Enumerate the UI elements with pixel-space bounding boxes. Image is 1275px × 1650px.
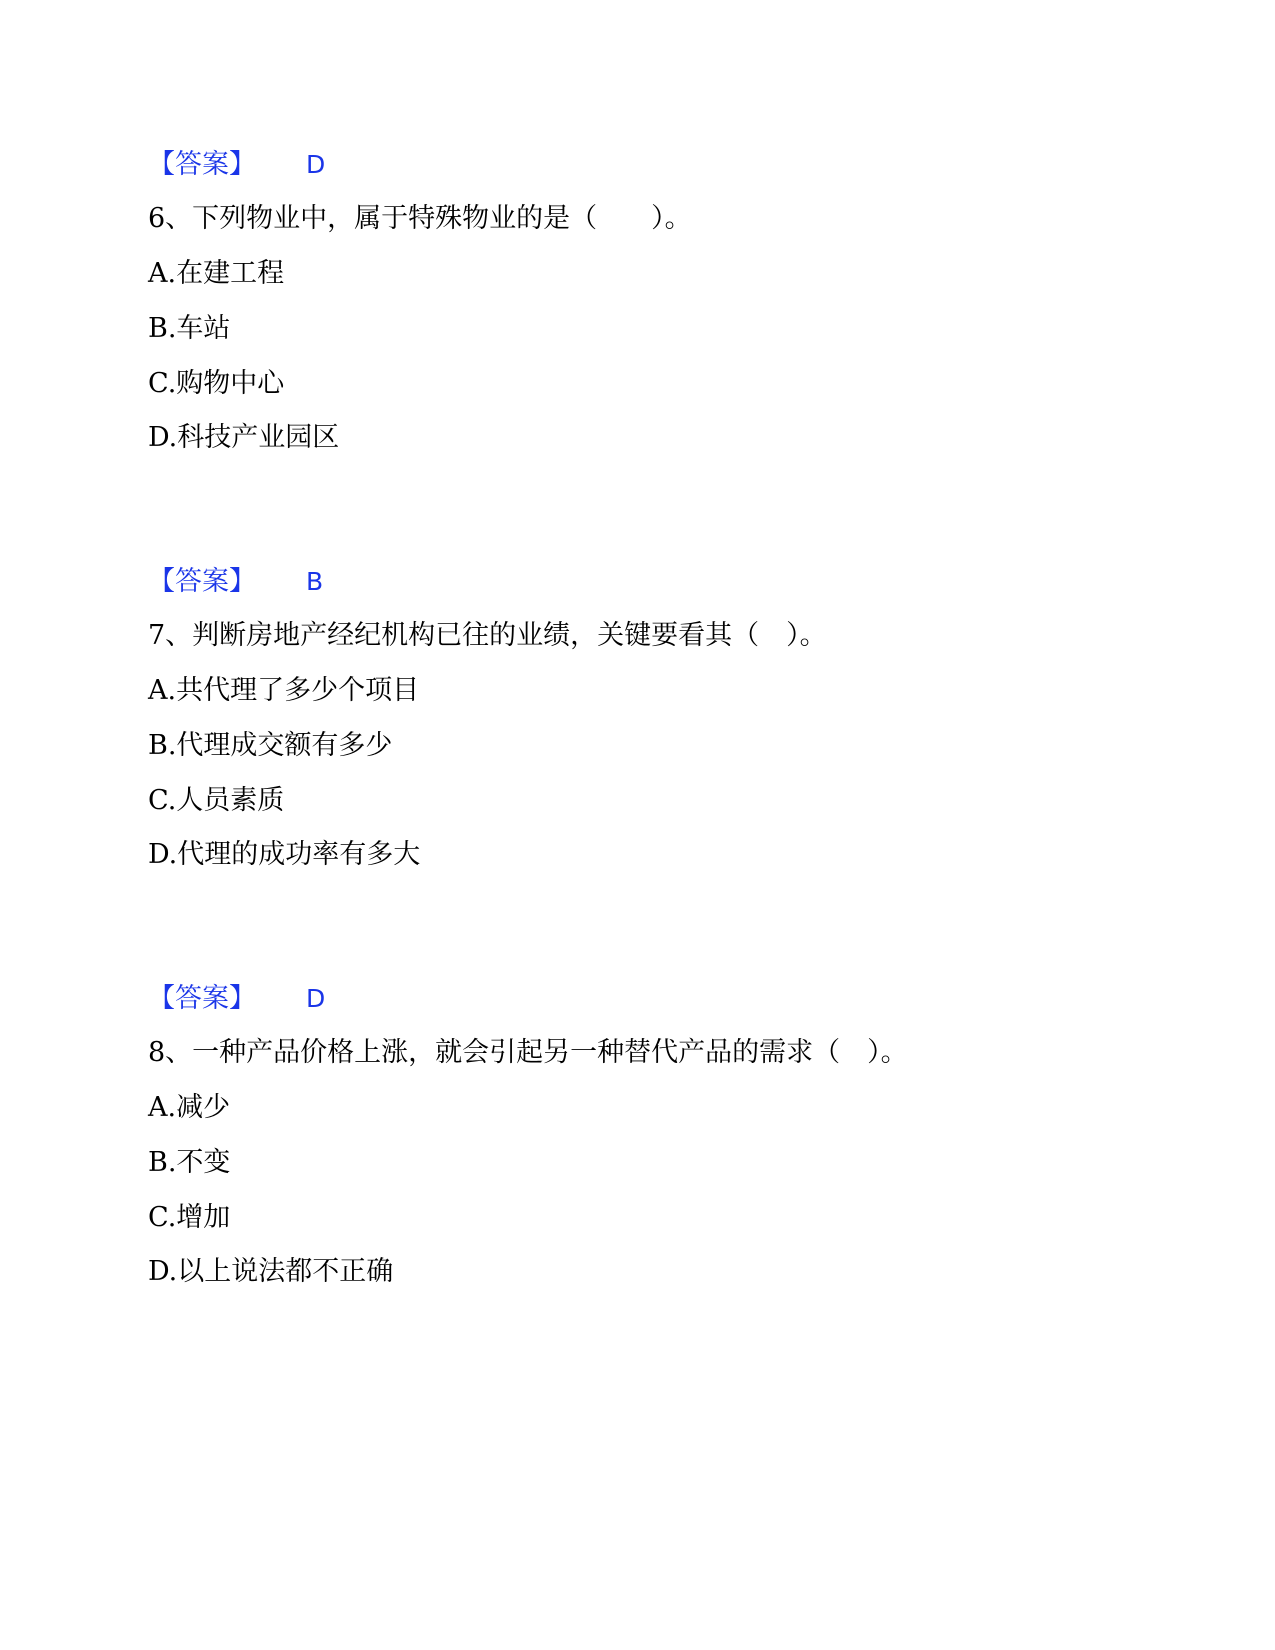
question-6-option-a: A.在建工程 (148, 258, 285, 289)
answer-label: 【答案】 (148, 566, 256, 597)
question-7-option-a: A.共代理了多少个项目 (148, 675, 420, 706)
answer-label: 【答案】 (148, 149, 256, 180)
question-7-text: 7、判断房地产经纪机构已往的业绩，关键要看其（ ）。 (148, 620, 827, 651)
answer-value: B (306, 567, 324, 596)
question-8-text: 8、一种产品价格上涨，就会引起另一种替代产品的需求（ ）。 (148, 1037, 908, 1068)
answer-line-3 (148, 982, 325, 1016)
question-6-option-b: B.车站 (148, 313, 231, 344)
question-8-option-d: D.以上说法都不正确 (148, 1256, 394, 1287)
question-8-option-b: B.不变 (148, 1147, 231, 1178)
answer-line-2 (148, 565, 323, 599)
question-8-option-c: C.增加 (148, 1202, 231, 1233)
question-6-option-d: D.科技产业园区 (148, 422, 340, 453)
question-6-text: 6、下列物业中，属于特殊物业的是（ ）。 (148, 203, 692, 234)
question-7-option-b: B.代理成交额有多少 (148, 730, 393, 761)
question-6-option-c: C.购物中心 (148, 368, 285, 399)
question-8-option-a: A.减少 (148, 1092, 231, 1123)
answer-label: 【答案】 (148, 983, 256, 1014)
question-7-option-c: C.人员素质 (148, 785, 285, 816)
answer-line-1 (148, 148, 325, 182)
question-7-option-d: D.代理的成功率有多大 (148, 839, 421, 870)
answer-value: D (306, 150, 326, 179)
answer-value: D (306, 984, 326, 1013)
